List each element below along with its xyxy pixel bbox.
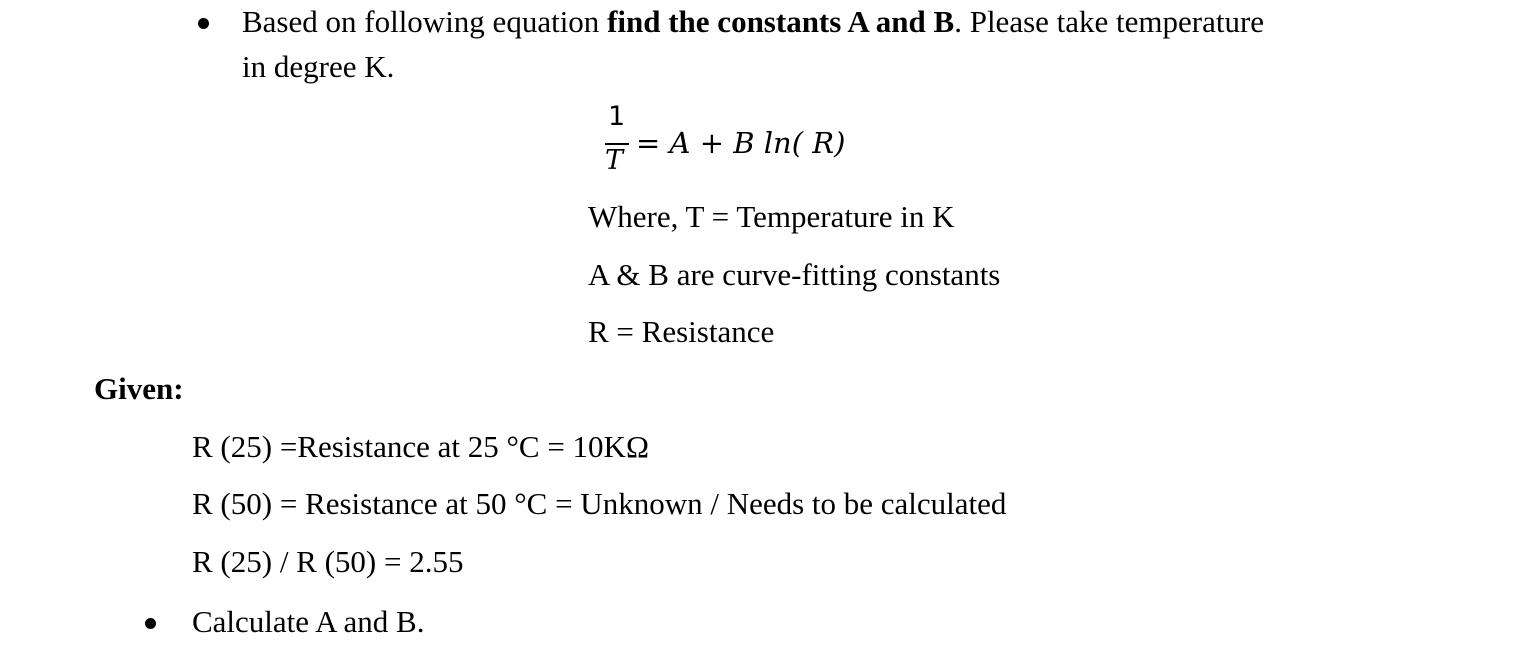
- instruction-bold-text: find the constants A and B: [607, 4, 955, 39]
- plus-sign: +: [699, 126, 725, 160]
- equation: [600, 100, 860, 180]
- task-calculate: Calculate A and B.: [192, 604, 425, 639]
- given-heading: Given:: [94, 371, 184, 406]
- instruction-line-1: [242, 4, 1264, 40]
- definition-resistance: R = Resistance: [588, 314, 775, 349]
- b-ln-r-term: B ln( R): [733, 126, 846, 160]
- equation-rhs: [636, 126, 845, 160]
- fraction-denominator: T: [605, 145, 624, 176]
- given-item-r25: R (25) =Resistance at 25 °C = 10KΩ: [192, 429, 649, 464]
- bullet-dot: [145, 618, 156, 629]
- definition-constants: A & B are curve-fitting constants: [588, 257, 1001, 292]
- constant-a: A: [669, 126, 691, 160]
- definition-temperature: Where, T = Temperature in K: [588, 199, 955, 234]
- instruction-text-end: . Please take temperature: [954, 4, 1265, 39]
- given-item-ratio: R (25) / R (50) = 2.55: [192, 544, 464, 579]
- bullet-dot: [198, 18, 209, 29]
- instruction-line-2: in degree K.: [242, 49, 395, 84]
- instruction-text: Based on following equation: [242, 4, 608, 39]
- fraction-numerator: 1: [608, 101, 626, 132]
- equals-sign: =: [636, 126, 661, 160]
- given-item-r50: R (50) = Resistance at 50 °C = Unknown / Needs to be calculated: [192, 486, 1007, 521]
